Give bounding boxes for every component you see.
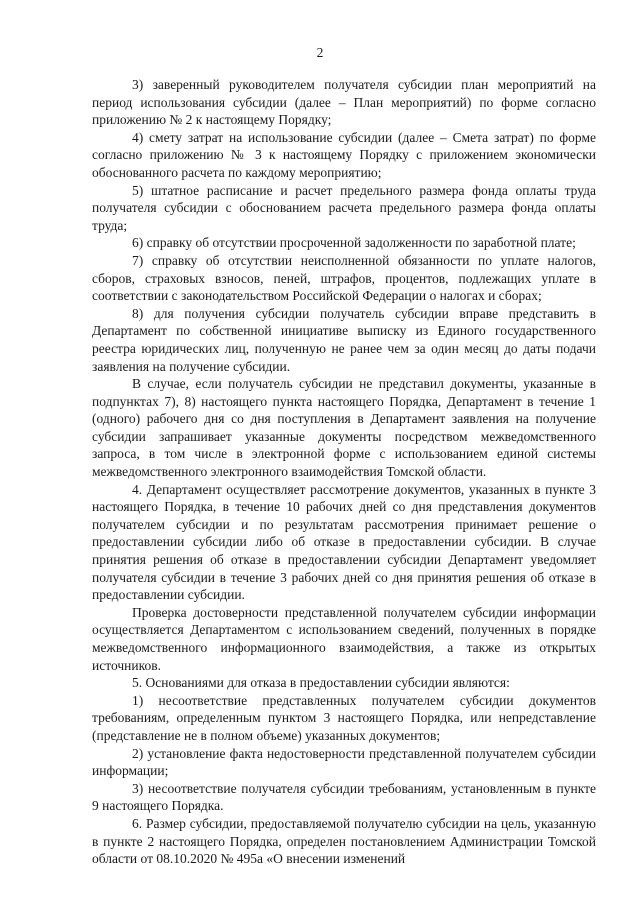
paragraph: 6) справку об отсутствии просроченной задолженности по заработной плате;	[132, 235, 576, 251]
document-body	[92, 76, 596, 868]
paragraph: 4. Департамент осуществляет рассмотрение документов, указанных в пункте 3 настоящего Порядка, в течение 10 рабочих дней со дня представления документов получателем субсидии и по результатам рассмотрения принимает решение о предоставлении субсидии либо об отказе в предоставлении субсидии. В случае принятия решения об отказе в предоставлении субсидии Департамент уведомляет получателя субсидии в течение 3 рабочих дней со дня принятия решения об отказе в предоставлении субсидии.	[92, 481, 596, 603]
paragraph: 7) справку об отсутствии неисполненной обязанности по уплате налогов, сборов, страховых взносов, пеней, штрафов, процентов, подлежащих уплате в соответствии с законодательством Российской Федерации о налогах и сборах;	[92, 252, 596, 304]
paragraph: В случае, если получатель субсидии не представил документы, указанные в подпунктах 7), 8) настоящего пункта настоящего Порядка, Департамент в течение 1 (одного) рабочего дня со дня поступления в Департамент заявления на получение субсидии запрашивает указанные документы посредством межведомственного запроса, в том числе в электронной форме с использованием единой системы межведомственного электронного взаимодействия Томской области.	[92, 376, 596, 480]
paragraph: Проверка достоверности представленной получателем субсидии информации осуществляется Департаментом с использованием сведений, полученных в порядке межведомственного информационного взаимодействия, а также из открытых источников.	[92, 604, 596, 673]
paragraph: 5) штатное расписание и расчет предельного размера фонда оплаты труда получателя субсидии с обоснованием расчета предельного размера фонда оплаты труда;	[92, 182, 596, 233]
paragraph: 6. Размер субсидии, предоставляемой получателю субсидии на цель, указанную в пункте 2 настоящего Порядка, определен постановлением Администрации Томской области от 08.10.2020 № 495а «О внесении изменений	[92, 815, 596, 867]
page-number: 2	[316, 45, 324, 60]
paragraph: 8) для получения субсидии получатель субсидии вправе представить в Департамент по собственной инициативе выписку из Единого государственного реестра юридических лиц, полученную не ранее чем за один месяц до даты подачи заявления на получение субсидии.	[92, 305, 596, 374]
paragraph: 4) смету затрат на использование субсидии (далее – Смета затрат) по форме согласно приложению № 3 к настоящему Порядку с приложением экономически обоснованного расчета по каждому мероприятию;	[92, 129, 596, 180]
paragraph: 1) несоответствие представленных получателем субсидии документов требованиям, определенным пунктом 3 настоящего Порядка, или непредставление (представление не в полном объеме) указанных документов;	[92, 692, 596, 743]
paragraph: 3) несоответствие получателя субсидии требованиям, установленным в пункте 9 настоящего Порядка.	[92, 780, 596, 814]
paragraph: 2) установление факта недостоверности представленной получателем субсидии информации;	[92, 745, 596, 779]
paragraph: 3) заверенный руководителем получателя субсидии план мероприятий на период использования субсидии (далее – План мероприятий) по форме согласно приложению № 2 к настоящему Порядку;	[92, 77, 596, 128]
paragraph: 5. Основаниями для отказа в предоставлении субсидии являются:	[132, 675, 510, 691]
